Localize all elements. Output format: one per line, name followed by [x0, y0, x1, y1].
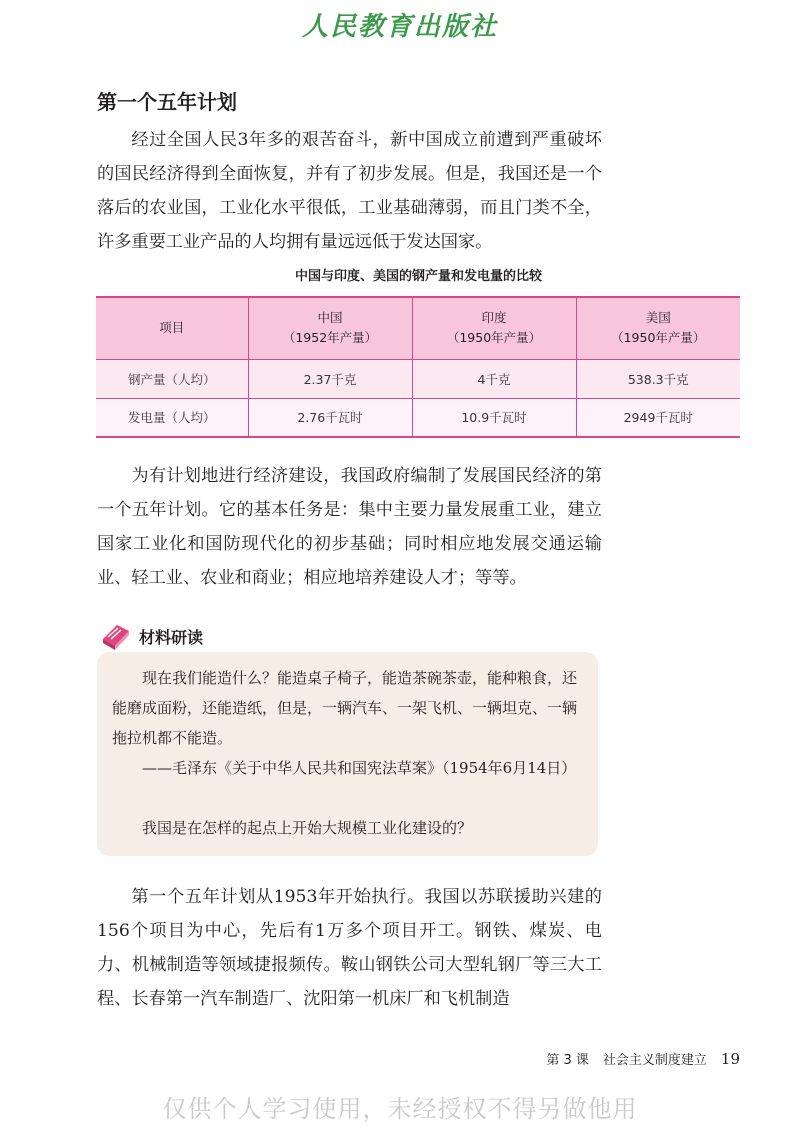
- paragraph-intro: 经过全国人民3年多的艰苦奋斗，新中国成立前遭到严重破坏的国民经济得到全面恢复，并有了初步发展。但是，我国还是一个落后的农业国，工业化水平很低，工业基础薄弱，而且门类不全，许多重要工业产品的人均拥有量远远低于发达国家。: [97, 130, 602, 252]
- material-question: 我国是在怎样的起点上开始大规模工业化建设的？: [142, 819, 473, 837]
- table-header-row: [96, 297, 740, 359]
- table-cell: 538.3千克: [576, 359, 740, 398]
- header-label: 项目: [159, 320, 185, 336]
- comparison-table: [96, 296, 740, 438]
- material-quote: 现在我们能造什么？能造桌子椅子，能造茶碗茶壶，能种粮食，还能磨成面粉，还能造纸，但是，一辆汽车、一架飞机、一辆坦克、一辆拖拉机都不能造。: [112, 669, 578, 747]
- table-cell: 钢产量（人均）: [96, 359, 248, 398]
- lesson-title: 社会主义制度建立: [602, 1053, 707, 1068]
- header-sublabel: （1950年产量）: [611, 330, 706, 346]
- table-header-india: [412, 297, 576, 359]
- table-cell: 2.76千瓦时: [248, 398, 412, 437]
- table-cell: 2.37千克: [248, 359, 412, 398]
- header-label: 中国: [317, 310, 343, 326]
- paragraph-implementation: 第一个五年计划从1953年开始执行。我国以苏联援助兴建的156个项目为中心，先后有1万多个项目开工。钢铁、煤炭、电力、机械制造等领域捷报频传。鞍山钢铁公司大型轧钢厂等三大工程、长春第一汽车制造厂、沈阳第一机床厂和飞机制造: [97, 887, 602, 1009]
- header-label: 印度: [481, 310, 507, 326]
- table-cell: 发电量（人均）: [96, 398, 248, 437]
- table-cell: 2949千瓦时: [576, 398, 740, 437]
- table-header-usa: [576, 297, 740, 359]
- table-cell: 4千克: [412, 359, 576, 398]
- table-header-item: [96, 297, 248, 359]
- material-title: 材料研读: [139, 627, 204, 647]
- table-header-china: [248, 297, 412, 359]
- publisher-logo: 人民教育出版社: [301, 12, 498, 42]
- page-number: 19: [720, 1050, 740, 1068]
- section-title: 第一个五年计划: [97, 90, 237, 114]
- page-footer: [546, 1049, 740, 1068]
- header-label: 美国: [645, 310, 671, 326]
- table-cell: 10.9千瓦时: [412, 398, 576, 437]
- watermark: 仅供个人学习使用，未经授权不得另做他用: [162, 1095, 638, 1123]
- header-sublabel: （1952年产量）: [282, 330, 378, 346]
- material-source: ——毛泽东《关于中华人民共和国宪法草案》（1954年6月14日）: [142, 759, 577, 777]
- table-row-electricity: [96, 398, 740, 437]
- book-icon: [99, 619, 133, 653]
- lesson-number: 第 3 课: [546, 1053, 589, 1068]
- header-sublabel: （1950年产量）: [446, 330, 542, 346]
- paragraph-five-year-plan: 为有计划地进行经济建设，我国政府编制了发展国民经济的第一个五年计划。它的基本任务是：集中主要力量发展重工业，建立国家工业化和国防现代化的初步基础；同时相应地发展交通运输业、轻工业、农业和商业；相应地培养建设人才；等等。: [97, 466, 602, 588]
- material-header: [99, 618, 203, 654]
- table-row-steel: [96, 359, 740, 398]
- table-caption: 中国与印度、美国的钢产量和发电量的比较: [294, 269, 542, 284]
